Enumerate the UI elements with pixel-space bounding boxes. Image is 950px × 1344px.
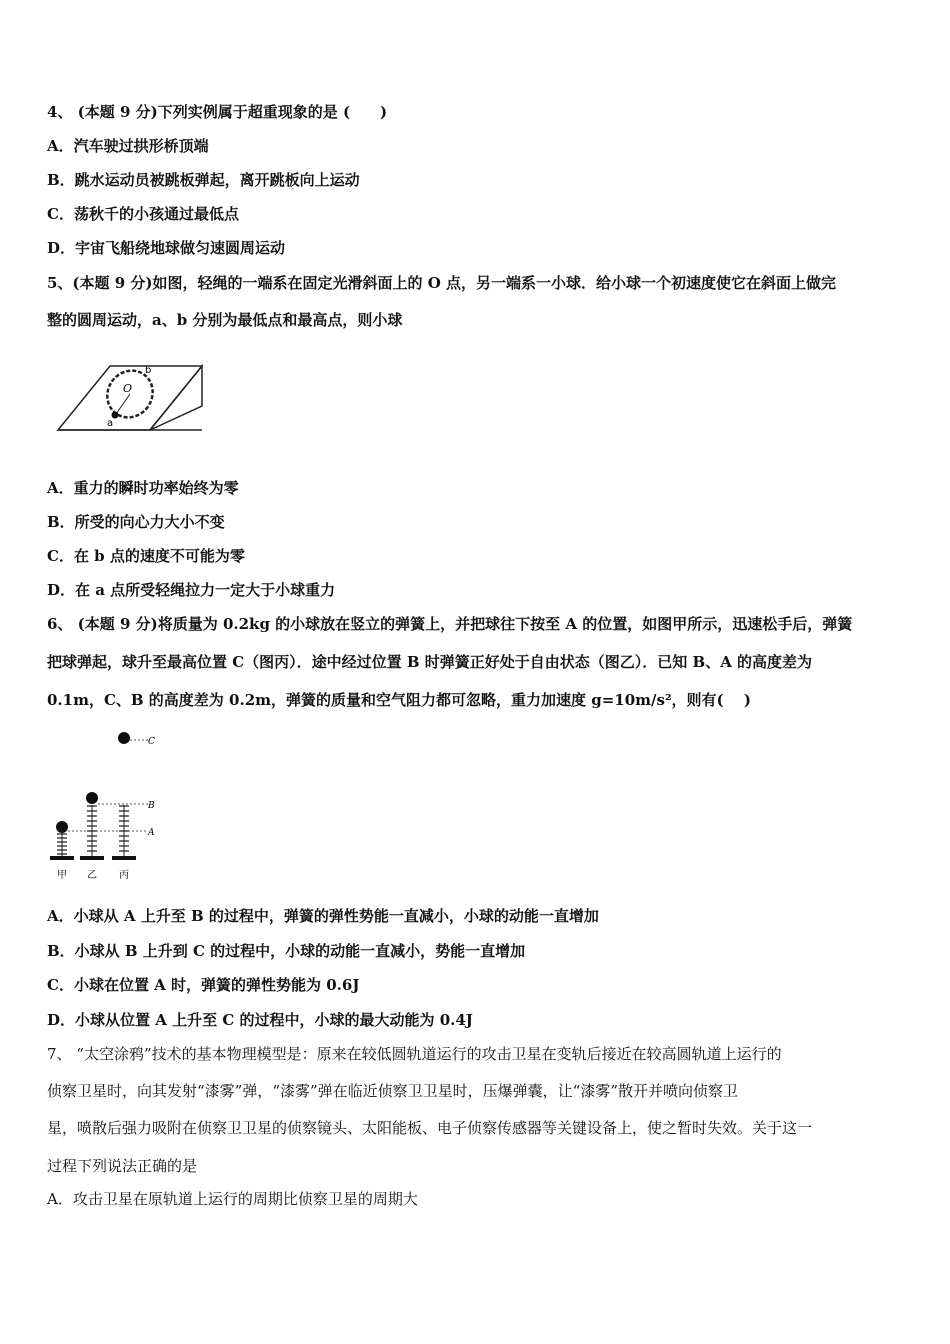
label-o: O [123, 382, 133, 395]
label-yi: 乙 [87, 870, 97, 881]
q7-stem-line3: 星，喷散后强力吸附在侦察卫卫星的侦察镜头、太阳能板、电子侦察传感器等关键设备上，使之暂时失效。关于这一 [47, 1119, 813, 1137]
q5-stem-line2: 整的圆周运动，a、b 分别为最低点和最高点，则小球 [47, 311, 403, 329]
label-b: B [148, 801, 155, 811]
q4-stem: 4、 (本题 9 分)下列实例属于超重现象的是 ( ) [47, 103, 388, 121]
q4-option-d: D．宇宙飞船绕地球做匀速圆周运动 [47, 239, 286, 257]
q6-option-b: B．小球从 B 上升到 C 的过程中，小球的动能一直减小，势能一直增加 [47, 942, 526, 960]
q5-stem-line1: 5、(本题 9 分)如图，轻绳的一端系在固定光滑斜面上的 O 点，另一端系一小球．给小球一个初速度使它在斜面上做完 [47, 274, 837, 292]
q4-option-c: C．荡秋千的小孩通过最低点 [47, 205, 239, 223]
label-b: b [145, 365, 152, 376]
q7-option-a: A．攻击卫星在原轨道上运行的周期比侦察卫星的周期大 [47, 1190, 418, 1208]
label-c: C [148, 737, 155, 747]
q5-option-c: C．在 b 点的速度不可能为零 [47, 547, 245, 565]
incline-circle-figure [52, 360, 212, 435]
label-a: A [148, 828, 155, 838]
q7-stem-line4: 过程下列说法正确的是 [47, 1157, 198, 1175]
spring-ball-figure [44, 726, 174, 886]
q6-option-c: C．小球在位置 A 时，弹簧的弹性势能为 0.6J [47, 976, 360, 994]
label-jia: 甲 [57, 870, 67, 881]
q7-stem-line2: 侦察卫星时，向其发射“漆雾”弹，“漆雾”弹在临近侦察卫卫星时，压爆弹囊，让“漆雾”散开并喷向侦察卫 [47, 1082, 739, 1100]
q7-stem-line1: 7、 “太空涂鸦”技术的基本物理模型是：原来在较低圆轨道运行的攻击卫星在变轨后接近在较高圆轨道上运行的 [47, 1045, 782, 1063]
q5-option-b: B．所受的向心力大小不变 [47, 513, 225, 531]
q5-option-a: A．重力的瞬时功率始终为零 [47, 479, 239, 497]
label-bing: 丙 [119, 870, 129, 881]
label-a: a [107, 418, 114, 429]
q5-option-d: D．在 a 点所受轻绳拉力一定大于小球重力 [47, 581, 336, 599]
q6-option-d: D．小球从位置 A 上升至 C 的过程中，小球的最大动能为 0.4J [47, 1011, 473, 1029]
q6-stem-line2: 把球弹起，球升至最高位置 C（图丙）．途中经过位置 B 时弹簧正好处于自由状态（图乙）．已知 B、A 的高度差为 [47, 653, 813, 671]
q6-stem-line3: 0.1m，C、B 的高度差为 0.2m，弹簧的质量和空气阻力都可忽略，重力加速度 g=10m/s²，则有( ) [47, 691, 751, 709]
q6-stem-line1: 6、 (本题 9 分)将质量为 0.2kg 的小球放在竖立的弹簧上，并把球往下按至 A 的位置，如图甲所示，迅速松手后，弹簧 [47, 615, 853, 633]
q4-option-b: B．跳水运动员被跳板弹起，离开跳板向上运动 [47, 171, 360, 189]
q6-option-a: A．小球从 A 上升至 B 的过程中，弹簧的弹性势能一直减小，小球的动能一直增加 [47, 907, 599, 925]
q4-option-a: A．汽车驶过拱形桥顶端 [47, 137, 209, 155]
